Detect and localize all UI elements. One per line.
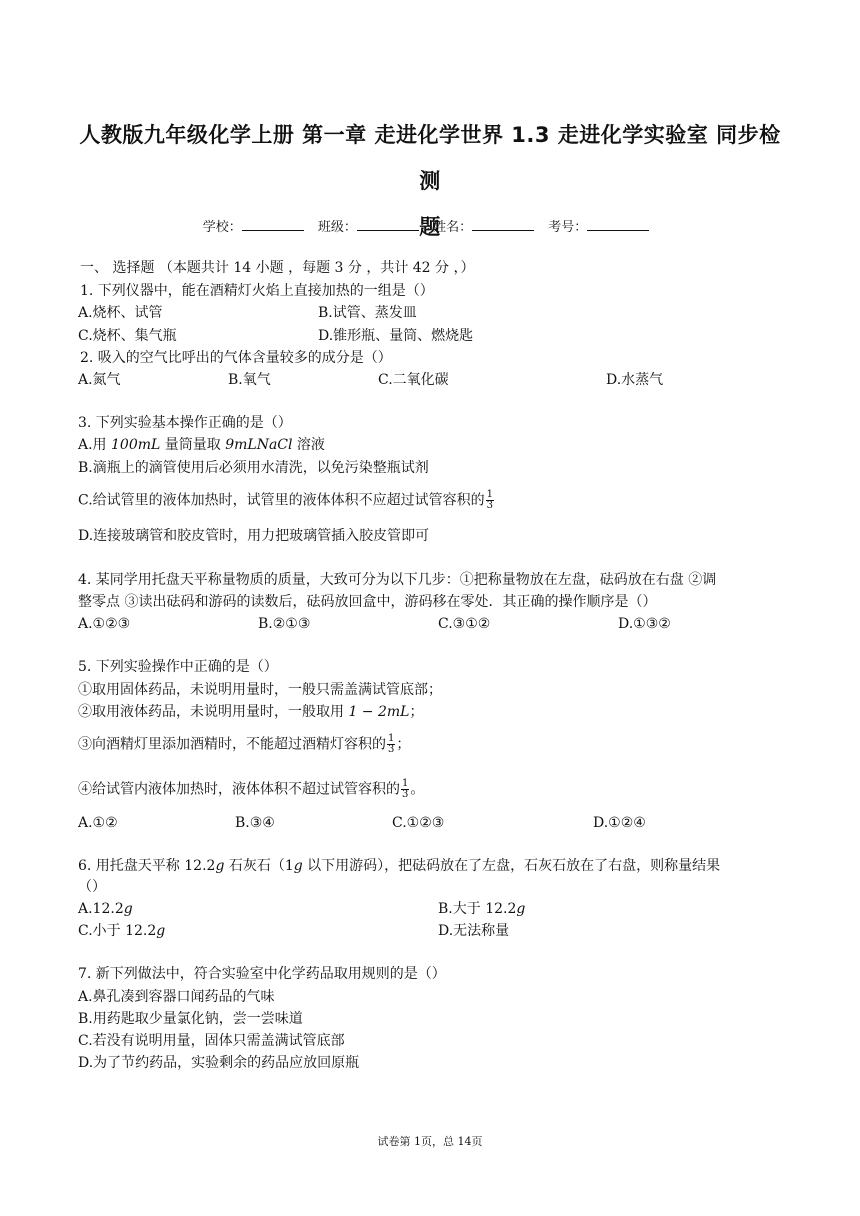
- question-1-stem: 1. 下列仪器中，能在酒精灯火焰上直接加热的一组是（）: [80, 283, 434, 299]
- question-7-option-a: A.鼻孔凑到容器口闻药品的气味: [78, 989, 275, 1005]
- question-4-stem-line-1: 4. 某同学用托盘天平称量物质的质量，大致可分为以下几步：①把称量物放在左盘，砝码放在右盘 ②调: [78, 572, 717, 588]
- question-1-option-d: D.锥形瓶、量筒、燃烧匙: [318, 328, 474, 344]
- question-6-option-c: C.小于 12.2g: [78, 923, 166, 939]
- page-footer: 试卷第 1页，总 14页: [377, 1135, 483, 1148]
- class-blank[interactable]: [357, 218, 419, 231]
- question-1-option-a: A.烧杯、试管: [78, 305, 163, 321]
- exam-no-blank[interactable]: [587, 218, 649, 231]
- question-6-option-a: A.12.2g: [78, 901, 133, 917]
- question-4-option-c: C.③①②: [438, 616, 491, 632]
- fraction-one-third: $\frac{1}{3}$: [388, 733, 395, 755]
- question-5-option-c: C.①②③: [392, 815, 445, 831]
- question-2-option-b: B.氧气: [228, 372, 271, 388]
- question-3-option-a: A.用 100mL 量筒量取 9mLNaCl 溶液: [78, 437, 325, 453]
- question-7-stem: 7. 新下列做法中，符合实验室中化学药品取用规则的是（）: [78, 966, 446, 982]
- question-7-option-d: D.为了节约药品，实验剩余的药品应放回原瓶: [78, 1055, 360, 1071]
- question-5-option-b: B.③④: [235, 815, 275, 831]
- question-2-option-c: C.二氧化碳: [378, 372, 449, 388]
- question-4-option-b: B.②①③: [258, 616, 311, 632]
- question-7-option-b: B.用药匙取少量氯化钠，尝一尝味道: [78, 1011, 303, 1027]
- class-label: 班级：: [317, 220, 357, 235]
- question-2-option-a: A.氮气: [78, 372, 121, 388]
- title-line-1: 人教版九年级化学上册 第一章 走进化学世界 1.3 走进化学实验室 同步检测: [79, 123, 781, 193]
- question-4-option-a: A.①②③: [78, 616, 131, 632]
- school-blank[interactable]: [242, 218, 304, 231]
- question-5-stem: 5. 下列实验操作中正确的是（）: [78, 659, 278, 675]
- question-2-option-d: D.水蒸气: [606, 372, 664, 388]
- question-5-statement-2: ②取用液体药品，未说明用量时，一般取用 1 − 2mL；: [78, 704, 424, 720]
- exam-no-label: 考号：: [548, 220, 588, 235]
- school-label: 学校：: [202, 220, 242, 235]
- question-5-option-a: A.①②: [78, 815, 118, 831]
- question-5-statement-1: ①取用固体药品，未说明用量时，一般只需盖满试管底部；: [78, 682, 442, 698]
- question-7-option-c: C.若没有说明用量，固体只需盖满试管底部: [78, 1033, 345, 1049]
- student-info-row: [0, 216, 860, 235]
- question-6-stem-line-1: 6. 用托盘天平称 12.2g 石灰石（1g 以下用游码），把砝码放在了左盘，石灰石放在了右盘，则称量结果: [78, 858, 721, 874]
- question-6-option-d: D.无法称量: [438, 923, 510, 939]
- question-3-stem: 3. 下列实验基本操作正确的是（）: [78, 415, 292, 431]
- question-3-option-b: B.滴瓶上的滴管使用后必须用水清洗，以免污染整瓶试剂: [78, 460, 429, 476]
- question-3-option-c: C.给试管里的液体加热时，试管里的液体体积不应超过试管容积的 $\frac{1}{3}$: [78, 489, 494, 511]
- question-4-option-d: D.①③②: [618, 616, 671, 632]
- question-5-statement-4: ④给试管内液体加热时，液体体积不超过试管容积的 $\frac{1}{3}$ 。: [78, 778, 425, 800]
- question-3-option-d: D.连接玻璃管和胶皮管时，用力把玻璃管插入胶皮管即可: [78, 528, 430, 544]
- question-6-stem-line-2: （）: [78, 879, 106, 895]
- question-4-stem-line-2: 整零点 ③读出砝码和游码的读数后，砝码放回盒中，游码移在零处．其正确的操作顺序是（）: [78, 594, 657, 610]
- title-line-2: 题: [419, 215, 441, 239]
- name-blank[interactable]: [472, 218, 534, 231]
- question-2-stem: 2. 吸入的空气比呼出的气体含量较多的成分是（）: [80, 350, 392, 366]
- question-6-option-b: B.大于 12.2g: [438, 901, 526, 917]
- fraction-one-third: $\frac{1}{3}$: [402, 778, 409, 800]
- question-1-option-c: C.烧杯、集气瓶: [78, 328, 177, 344]
- fraction-one-third: $\frac{1}{3}$: [486, 489, 494, 511]
- question-5-statement-3: ③向酒精灯里添加酒精时，不能超过酒精灯容积的 $\frac{1}{3}$ ；: [78, 733, 411, 755]
- question-1-option-b: B.试管、蒸发皿: [318, 305, 417, 321]
- section-heading: 一、 选择题 （本题共计 14 小题 ，每题 3 分 ，共计 42 分 ，）: [80, 260, 475, 276]
- question-5-option-d: D.①②④: [593, 815, 646, 831]
- name-label: 姓名：: [433, 220, 473, 235]
